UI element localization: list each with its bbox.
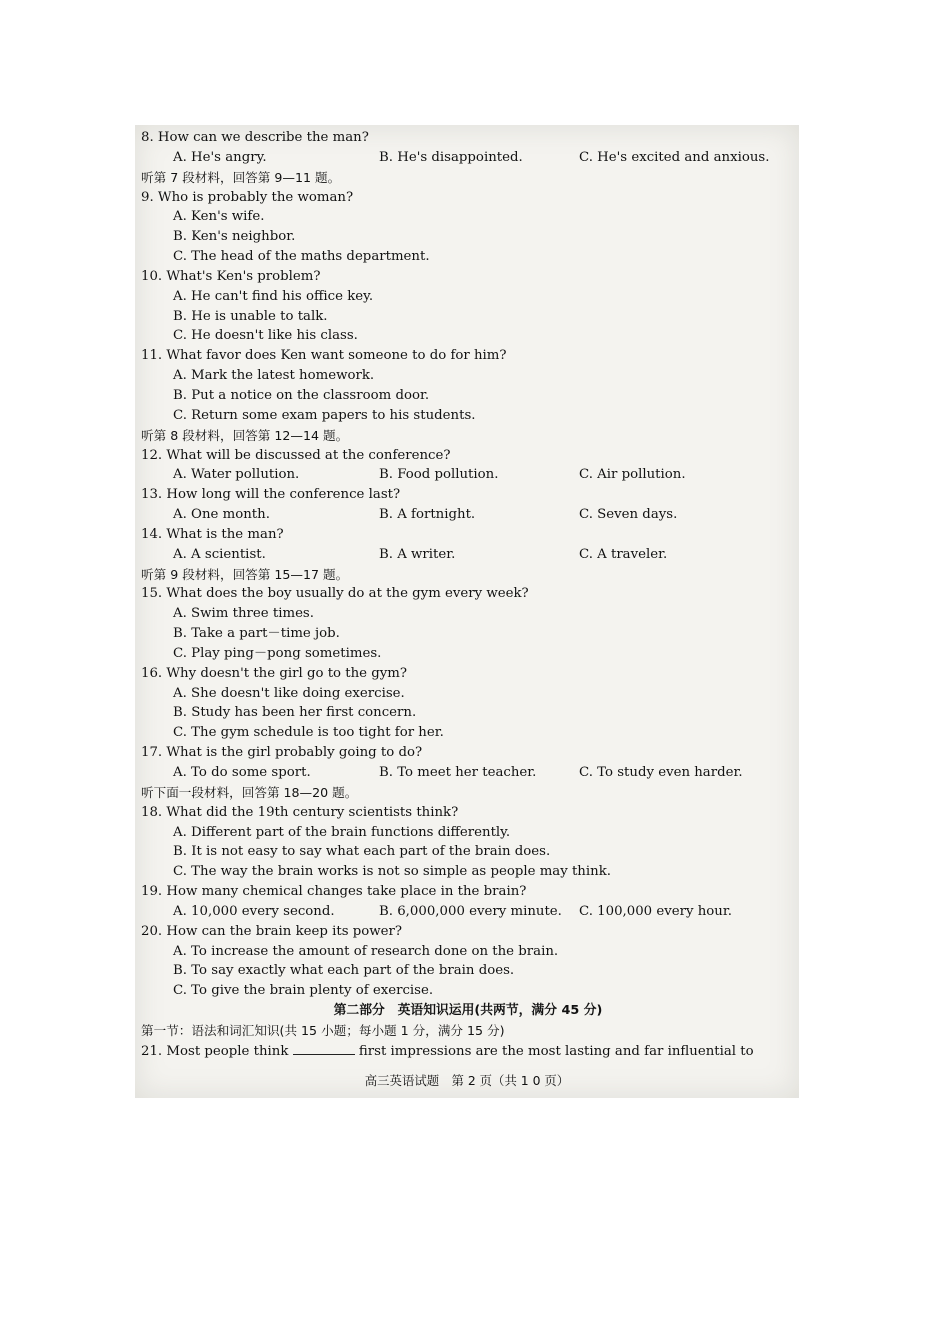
question-21-start: 21. Most people think	[141, 1043, 289, 1059]
option-a: A. Swim three times.	[173, 606, 314, 622]
option-c: C. Return some exam papers to his students.	[173, 407, 476, 423]
question-stem: 19. How many chemical changes take place in the brain?	[141, 884, 527, 900]
part-two-title: 第二部分 英语知识运用(共两节，满分 45 分)	[333, 1003, 603, 1019]
option-c: C. The gym schedule is too tight for her.	[173, 725, 444, 741]
question-stem: 13. How long will the conference last?	[141, 487, 401, 503]
section-one-heading: 第一节：语法和词汇知识(共 15 小题；每小题 1 分，满分 15 分)	[141, 1022, 505, 1038]
options-row	[141, 545, 795, 565]
option-c: C. The way the brain works is not so simple as people may think.	[173, 864, 611, 880]
option-c: C. He doesn't like his class.	[173, 328, 358, 344]
option-c: C. Air pollution.	[579, 467, 686, 483]
question-stem: 15. What does the boy usually do at the gym every week?	[141, 586, 529, 602]
options-row	[141, 148, 795, 168]
exam-page	[135, 125, 799, 1098]
question-stem: 18. What did the 19th century scientists think?	[141, 804, 459, 820]
questions-block	[141, 128, 795, 1061]
option-c: C. A traveler.	[579, 546, 668, 562]
option-a: A. He can't find his office key.	[173, 288, 374, 304]
option-b: B. Food pollution.	[379, 467, 499, 483]
option-c: C. Seven days.	[579, 507, 678, 523]
question-stem: 8. How can we describe the man?	[141, 130, 369, 145]
option-a: A. Ken's wife.	[173, 209, 265, 225]
option-c: C. To give the brain plenty of exercise.	[173, 983, 434, 999]
section-instruction: 听第 7 段材料，回答第 9—11 题。	[141, 169, 341, 185]
question-stem: 12. What will be discussed at the conference?	[141, 447, 451, 463]
option-a: A. Water pollution.	[173, 467, 300, 483]
question-stem: 10. What's Ken's problem?	[141, 268, 321, 284]
option-c: C. Play ping－pong sometimes.	[173, 645, 382, 661]
option-c: C. To study even harder.	[579, 765, 743, 780]
option-b: B. He's disappointed.	[379, 149, 523, 165]
question-stem: 16. Why doesn't the girl go to the gym?	[141, 665, 408, 681]
option-a: A. To do some sport.	[173, 765, 311, 780]
options-row	[141, 902, 795, 922]
option-c: C. He's excited and anxious.	[579, 149, 770, 165]
question-stem: 20. How can the brain keep its power?	[141, 923, 403, 939]
page-footer: 高三英语试题 第 2 页（共 1 0 页）	[364, 1073, 570, 1088]
question-stem: 17. What is the girl probably going to do?	[141, 745, 423, 761]
option-b: B. He is unable to talk.	[173, 308, 328, 324]
question-21	[141, 1041, 795, 1061]
option-b: B. To say exactly what each part of the brain does.	[173, 963, 515, 979]
option-b: B. It is not easy to say what each part of the brain does.	[173, 844, 551, 860]
option-a: A. Mark the latest homework.	[173, 368, 375, 384]
section-instruction: 听第 9 段材料，回答第 15—17 题。	[141, 566, 349, 582]
option-a: A. She doesn't like doing exercise.	[173, 685, 405, 701]
option-a: A. Different part of the brain functions differently.	[173, 824, 511, 840]
option-a: A. One month.	[173, 507, 270, 523]
question-stem: 11. What favor does Ken want someone to do for him?	[141, 348, 507, 364]
option-a: A. A scientist.	[173, 546, 266, 562]
question-21-end: first impressions are the most lasting and far influential to	[358, 1043, 754, 1059]
option-a: A. He's angry.	[173, 149, 267, 165]
option-c: C. 100,000 every hour.	[579, 903, 732, 919]
option-c: C. The head of the maths department.	[173, 249, 430, 265]
section-instruction: 听下面一段材料，回答第 18—20 题。	[141, 784, 358, 800]
option-a: A. 10,000 every second.	[173, 903, 335, 919]
answer-blank	[293, 1041, 355, 1055]
option-b: B. 6,000,000 every minute.	[379, 903, 562, 919]
option-b: B. Put a notice on the classroom door.	[173, 387, 430, 403]
option-b: B. Study has been her first concern.	[173, 705, 417, 721]
question-stem: 9. Who is probably the woman?	[141, 189, 354, 205]
option-b: B. A writer.	[379, 546, 456, 562]
option-b: B. Take a part－time job.	[173, 626, 340, 642]
option-a: A. To increase the amount of research done on the brain.	[173, 943, 559, 959]
options-row	[141, 505, 795, 525]
options-row	[141, 465, 795, 485]
option-b: B. To meet her teacher.	[379, 765, 537, 780]
section-instruction: 听第 8 段材料，回答第 12—14 题。	[141, 427, 349, 443]
options-row	[141, 763, 795, 783]
question-stem: 14. What is the man?	[141, 526, 284, 542]
option-b: B. A fortnight.	[379, 507, 476, 523]
option-b: B. Ken's neighbor.	[173, 229, 296, 245]
